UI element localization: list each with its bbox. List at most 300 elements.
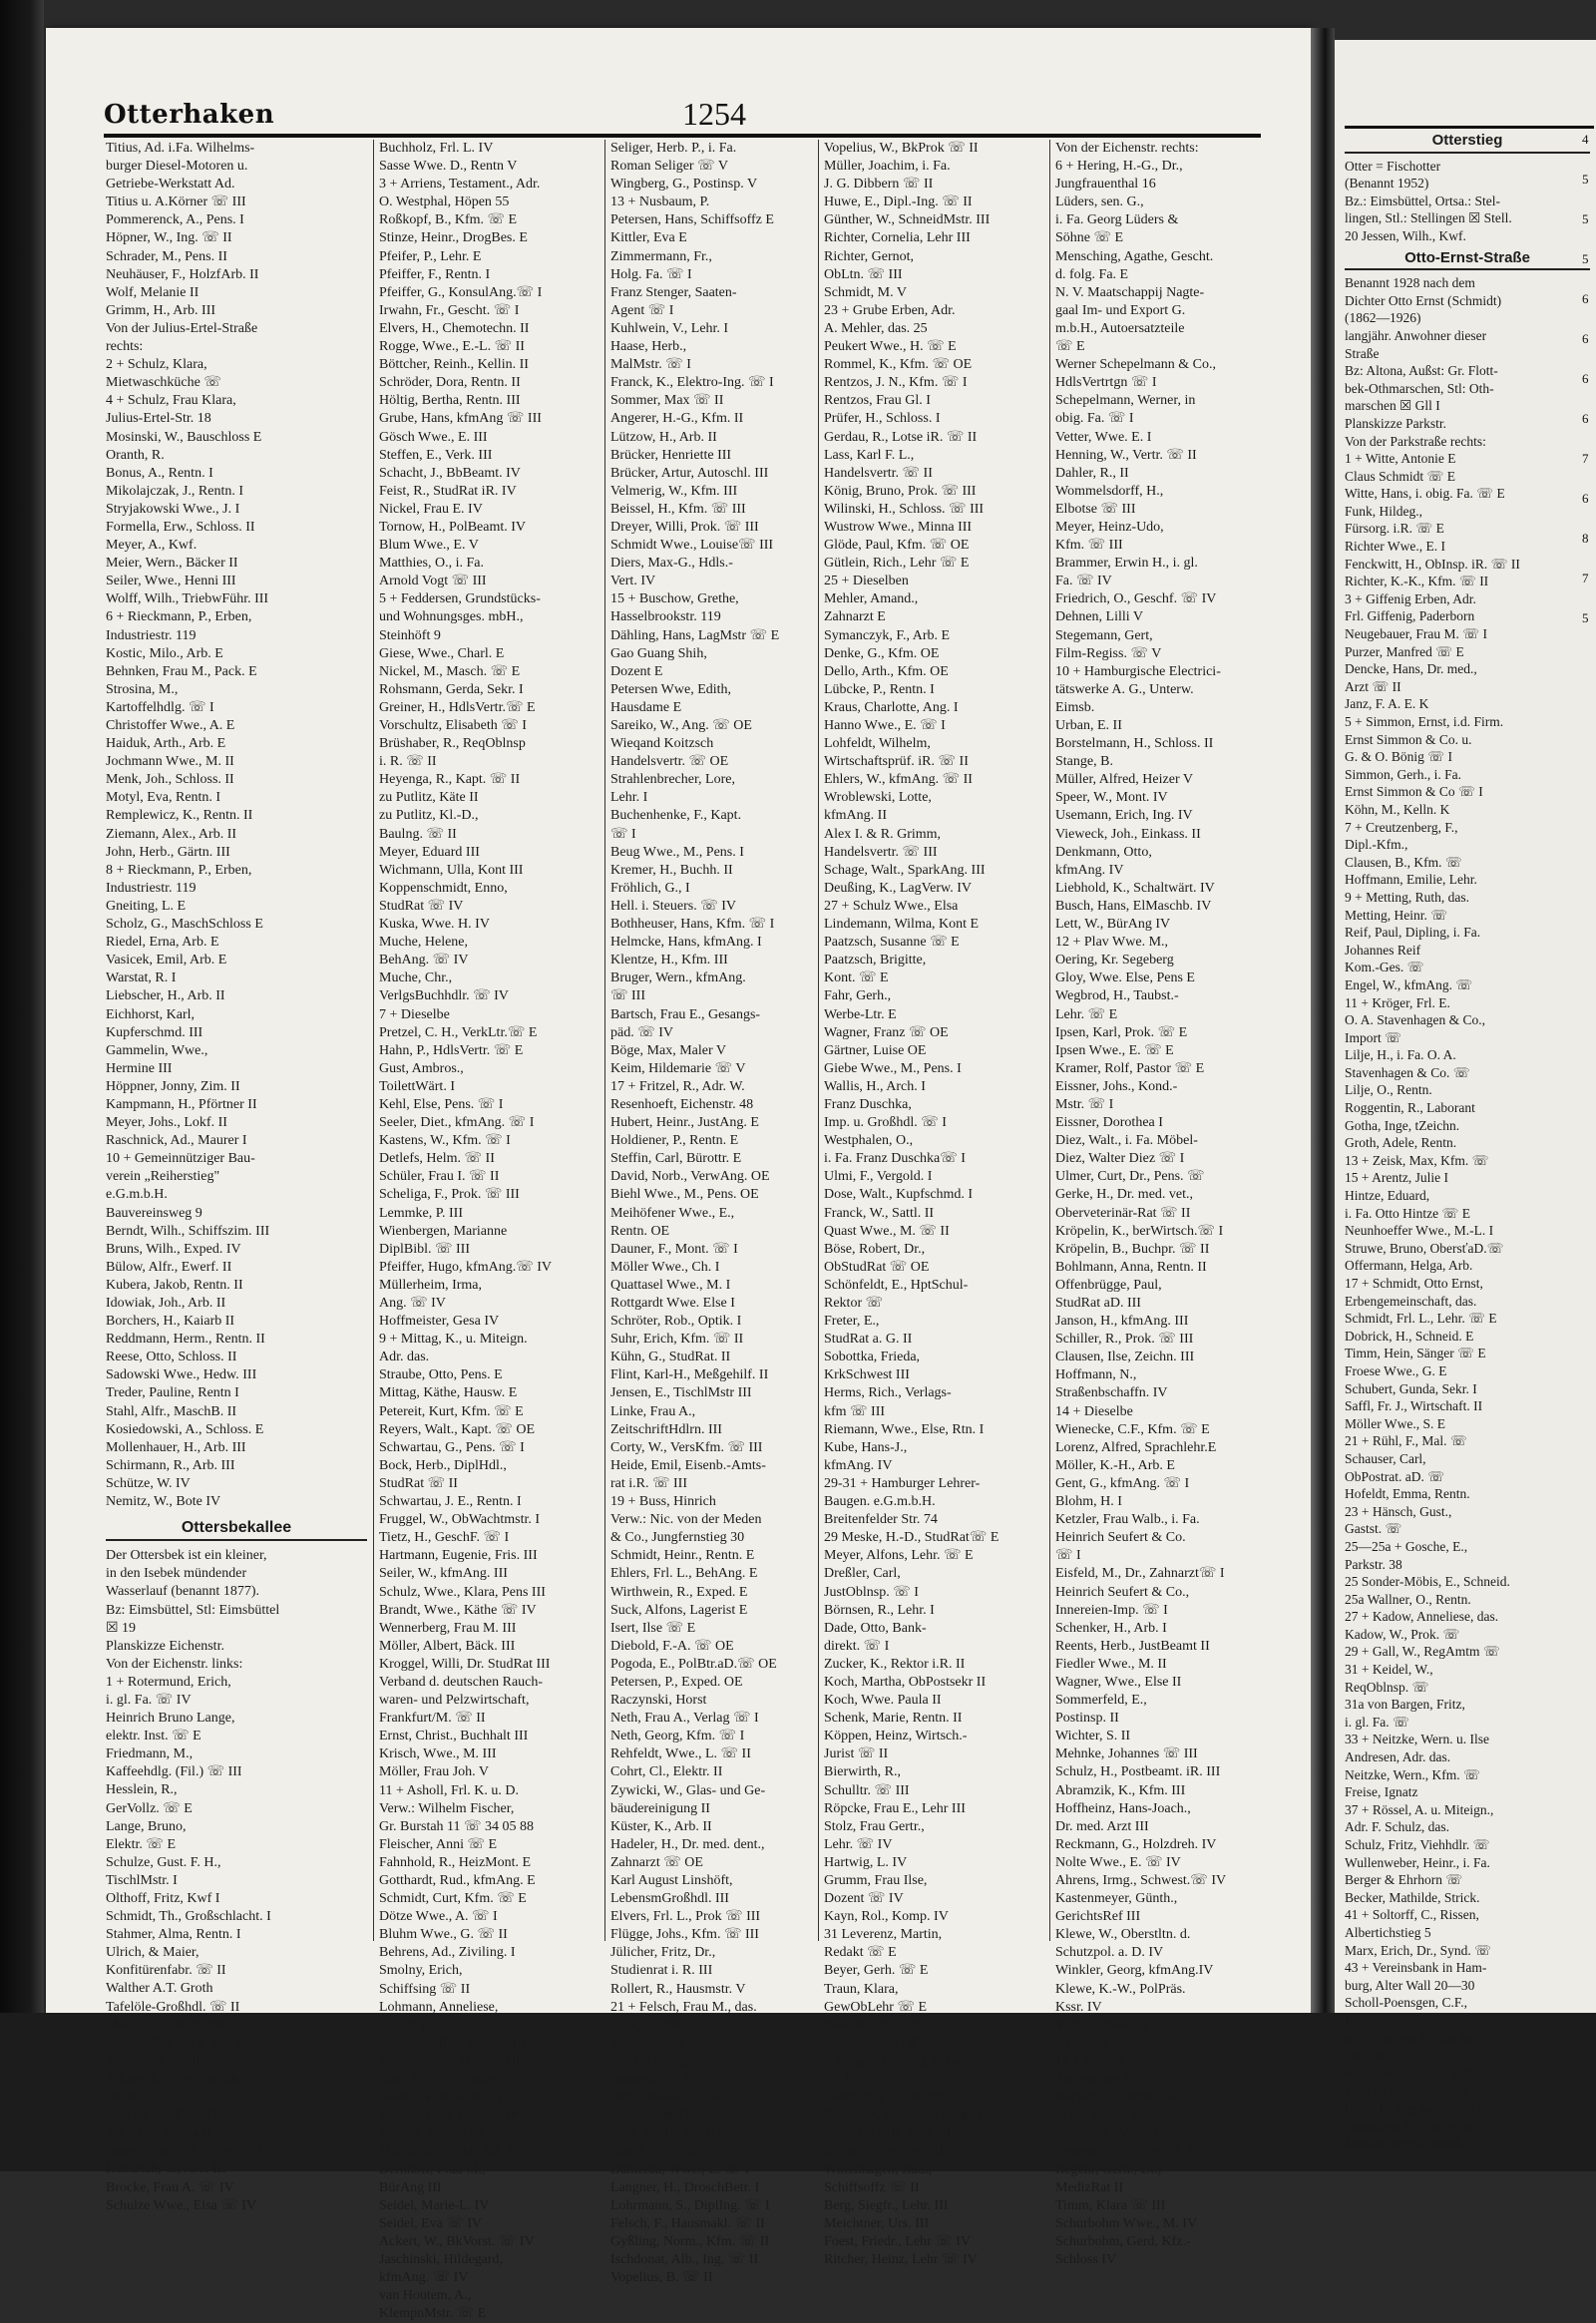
directory-entry-line: Franck, K., Elektro-Ing. ☏ I <box>610 375 774 391</box>
directory-entry-line: Schloss IV <box>1055 2251 1117 2267</box>
directory-entry-line: Wichter, S. II <box>1055 1729 1131 1744</box>
directory-entry-line: Mietwaschküche ☏ <box>106 375 221 391</box>
directory-entry-line: Müller, Joachim, i. Fa. <box>824 159 951 175</box>
directory-entry-line: Dähling, Hans, LagMstr ☏ E <box>610 627 780 643</box>
directory-entry-line: Kfm. ☏ III <box>1055 538 1123 554</box>
directory-entry-line: Kayn, Rol., Komp. IV <box>824 1909 949 1925</box>
directory-entry-line: Remplewicz, K., Rentn. II <box>106 808 253 824</box>
directory-entry-line: Mikolajczak, J., Rentn. I <box>106 483 244 499</box>
column-divider <box>373 140 374 1941</box>
directory-entry-line: Kartoffelhdlg. ☏ I <box>106 699 214 715</box>
directory-entry-line: Roman Seliger ☏ V <box>610 159 728 175</box>
directory-entry-line: Titius, Ad. i.Fa. Wilhelms- <box>106 141 255 156</box>
directory-entry-line: Oberveterinär-Rat ☏ II <box>1055 1205 1191 1221</box>
directory-entry-line: Höltig, Bertha, Rentn. III <box>379 393 521 409</box>
directory-entry-line: Paatzsch, Brigitte, <box>824 953 927 968</box>
directory-entry-line: Bülow, Alfr., Ewerf. II <box>106 1259 232 1275</box>
directory-entry-line: 11 + Asholl, Frl. K. u. D. <box>379 1782 519 1798</box>
directory-entry-line: Strahlenbrecher, Lore, <box>610 772 735 788</box>
directory-entry-line: Imp. u. Großhdl. ☏ I <box>824 1115 947 1131</box>
directory-entry-line: Dötze Wwe., A. ☏ I <box>379 1909 498 1925</box>
directory-entry-line: Schulz, H., Postbeamt. iR. III <box>1055 1764 1221 1780</box>
directory-entry-line: Riemann, Wwe., Else, Rtn. I <box>824 1421 985 1437</box>
directory-entry-line: Dozent E <box>610 663 663 679</box>
directory-entry-line: Karl August Linshöft, <box>610 1873 733 1888</box>
directory-entry-line: Fahr, Gerh., <box>824 988 892 1004</box>
directory-entry-line: Freise, Ignatz <box>1345 1784 1418 1800</box>
directory-entry-line: Brüshaber, R., ReqOblnsp <box>379 736 526 752</box>
directory-entry-line: rechts: <box>106 339 144 355</box>
directory-entry-line: StudRat ☏ II <box>379 1475 458 1491</box>
directory-entry-line: Bruns, Wilh., Exped. IV <box>106 1241 241 1257</box>
directory-entry-line: Fruggel, W., ObWachtmstr. I <box>379 1512 541 1528</box>
directory-entry-line: StudRat a. G. II <box>824 1332 913 1348</box>
directory-entry-line: Clausen, Ilse, Zeichn. III <box>1055 1350 1195 1365</box>
directory-entry-line: Roggentin, R., Laborant <box>1345 1100 1475 1116</box>
directory-entry-line: Gastst. ☏ <box>1345 1521 1402 1537</box>
directory-entry-line: Dichter Otto Ernst (Schmidt) <box>1345 292 1502 308</box>
directory-entry-line: in den Isebek mündender <box>106 1566 247 1582</box>
directory-entry-line: Velmerig, W., Kfm. III <box>610 483 738 499</box>
directory-entry-line: Börnsen, R., Lehr. I <box>824 1602 935 1618</box>
directory-entry-line: Resenhoeft, Eichenstr. 48 <box>610 1096 754 1112</box>
directory-entry-line: Petereit, Kurt, Kfm. ☏ E <box>379 1403 524 1419</box>
directory-entry-line: ☒ 19 <box>106 1620 137 1636</box>
directory-entry-line: ReqOblnsp. ☏ <box>1345 1679 1429 1695</box>
directory-entry-line: Wirtschaftsprüf. iR. ☏ II <box>824 754 969 770</box>
directory-entry-line: Höpner, W., Ing. ☏ II <box>106 230 232 246</box>
directory-entry-line: Ritcher, Heinz, Lehr ☏ IV <box>824 2251 978 2267</box>
directory-entry-line: Schröter, Rob., Optik. I <box>610 1314 742 1330</box>
directory-entry-line: Lilje, O., Rentn. <box>1345 1082 1432 1098</box>
directory-entry-line: Rohsmann, Gerda, Sekr. I <box>379 681 524 697</box>
directory-entry-line: Rehfeldt, Wwe., L. ☏ II <box>610 1746 751 1762</box>
directory-entry-line: 5 + Simmon, Ernst, i.d. Firm. <box>1345 714 1504 729</box>
directory-entry-line: Suck, Alfons, Lagerist E <box>610 1602 748 1618</box>
directory-entry-line: Gneiting, L. E <box>106 898 187 914</box>
directory-entry-line: 37 + Rössel, A. u. Miteign., <box>1345 1801 1494 1817</box>
directory-entry-line: Schmidt, Frl. L., Lehr. ☏ E <box>1345 1311 1497 1327</box>
directory-entry-line: Sommerfeld, E., <box>1055 1693 1147 1709</box>
directory-entry-line: Isert, Ilse ☏ E <box>610 1620 696 1636</box>
directory-entry-line: Gyßling, Norm., Kfm. ☏ II <box>610 2233 770 2249</box>
directory-entry-line: Bauvereinsweg 9 <box>106 1205 202 1221</box>
directory-entry-line: Strosina, M., <box>106 681 179 697</box>
directory-entry-line: Kroggel, Willi, Dr. StudRat III <box>379 1656 551 1672</box>
directory-entry-line: 7 + Dieselbe <box>379 1006 450 1022</box>
directory-entry-line: Neunhoeffer Wwe., M.-L. I <box>1345 1223 1494 1239</box>
directory-entry-line: Vieweck, Joh., Einkass. II <box>1055 826 1201 842</box>
directory-entry-line: Atheldt, H., Kfm. III <box>106 2108 222 2124</box>
directory-entry-line: Meihöfener Wwe., E., <box>610 1205 735 1221</box>
directory-entry-line: Zucker, K., Rektor i.R. II <box>824 1656 966 1672</box>
directory-entry-line: Kssr. IV <box>1055 1999 1102 2015</box>
directory-entry-line: waren- und Pelzwirtschaft, <box>379 1693 530 1709</box>
directory-entry-line: Müller, Alfred, Heizer V <box>1055 772 1193 788</box>
directory-entry-line: Voss, M.-H., Pens. OE <box>610 2126 737 2141</box>
directory-entry-line: Stryjakowski Wwe., J. I <box>106 501 240 517</box>
directory-entry-line: Gösch Wwe., E. III <box>379 429 488 445</box>
directory-entry-line: Brandt, Wwe., Käthe ☏ IV <box>379 1602 537 1618</box>
directory-entry-line: Tscheuschner, H., <box>1055 2017 1155 2033</box>
directory-entry-line: Reddmann, Herm., Rentn. II <box>106 1332 265 1348</box>
directory-entry-line: Lübcke, P., Rentn. I <box>824 681 935 697</box>
directory-entry-line: Schulltr. ☏ III <box>824 1782 910 1798</box>
directory-entry-line: Lehr. ☏ IV <box>824 1836 893 1852</box>
directory-entry-line: Rollert, R., Hausmstr. V <box>610 1981 746 1997</box>
directory-entry-line: Buchholz, Frl. L. IV <box>379 141 494 156</box>
directory-entry-line: Foest, Friedr., Lehr ☏ IV <box>824 2233 971 2249</box>
directory-entry-line: Diebold, F.-A. ☏ OE <box>610 1638 734 1654</box>
directory-entry-line: Hoffheinz, Hans-Joach., <box>1055 1800 1191 1816</box>
directory-entry-line: Elbotse ☏ III <box>1055 501 1136 517</box>
directory-entry-line: Freter, E., <box>824 1314 880 1330</box>
directory-entry-line: Hoffmann, N., <box>1055 1367 1137 1383</box>
directory-entry-line: Zywicki, W., Glas- und Ge- <box>610 1782 766 1798</box>
directory-entry-line: Klewe, W., Oberstltn. d. <box>1055 1927 1191 1943</box>
directory-entry-line: 33 + Neitzke, Wern. u. Ilse <box>1345 1732 1489 1747</box>
edge-digit: 6 <box>1582 491 1589 506</box>
directory-entry-line: Hubert, Heinr., JustAng. E <box>610 1115 759 1131</box>
directory-entry-line: Benannt 1928 nach dem <box>1345 275 1475 291</box>
directory-entry-line: Kadow, W., Prok. ☏ <box>1345 1626 1460 1642</box>
directory-entry-line: Raschnick, Ad., Maurer I <box>106 1133 247 1149</box>
directory-entry-line: Schiffsoffz. E <box>610 2035 688 2051</box>
directory-entry-line: päd. ☏ IV <box>610 1024 673 1040</box>
directory-entry-line: ☏ III <box>106 2090 141 2106</box>
directory-entry-line: 9 + Metting, Ruth, das. <box>1345 889 1469 905</box>
directory-entry-line: Lehr. ☏ E <box>1055 1006 1118 1022</box>
directory-entry-line: Petersen, Hans, Schiffsoffz E <box>610 212 774 228</box>
directory-entry-line: Dobrick, H., Schneid. E <box>1345 1328 1474 1344</box>
directory-entry-line: Andresen, Adr. das. <box>1345 1749 1451 1765</box>
directory-entry-line: Klentze, H., Kfm. III <box>610 953 728 968</box>
directory-entry-line: Schmidt, Curt, Kfm. ☏ E <box>379 1891 527 1907</box>
directory-entry-line: Julius-Ertel-Str. 18 <box>106 411 211 427</box>
directory-entry-line: Eduard König, <box>610 2053 693 2069</box>
directory-entry-line: Raczynski, Horst <box>610 1693 707 1709</box>
directory-entry-line: Oering, Kr. Segeberg <box>1055 953 1174 968</box>
directory-entry-line: Mollenhauer, H., Arb. III <box>106 1439 246 1455</box>
directory-entry-line: 29-31 + Hamburger Lehrer- <box>824 1475 981 1491</box>
directory-entry-line: Lüders, sen. G., <box>1055 194 1144 210</box>
directory-entry-line: Berger & Ehrhorn ☏ <box>1345 1872 1463 1888</box>
directory-entry-line: LebensmGroßhdl. III <box>610 1891 729 1907</box>
directory-entry-line: 23 + Hänsch, Gust., <box>1345 1503 1452 1519</box>
directory-entry-line: Kosiedowski, A., Schloss. E <box>106 1421 264 1437</box>
directory-entry-line: Scheer, S., DiplBiblioth. <box>106 2071 243 2087</box>
directory-entry-line: Paatzsch, Susanne ☏ E <box>824 935 960 951</box>
page-header-street: Otterhaken <box>104 100 275 130</box>
directory-entry-line: Elektr. ☏ E <box>106 1836 176 1852</box>
directory-entry-line: Kastens, W., Kfm. ☏ I <box>379 1133 511 1149</box>
directory-entry-line: A.T. Groth ☏ II <box>106 2053 200 2069</box>
directory-entry-line: Biehl Wwe., M., Pens. OE <box>610 1187 759 1203</box>
directory-entry-line: Von der Julius-Ertel-Straße <box>106 320 258 336</box>
directory-entry-line: Brocke, Frau A. ☏ IV <box>106 2179 234 2195</box>
directory-entry-line: Wullenweber, Heinr., i. Fa. <box>1345 1854 1490 1870</box>
directory-entry-line: kfmAng. II <box>824 808 887 824</box>
directory-entry-line: Klempau, Gertrud, Lehr. <box>824 2053 963 2069</box>
directory-entry-line: Richter, Gernot, <box>824 248 915 264</box>
directory-entry-line: 16 + Arriens, J. H., <box>1055 2053 1162 2069</box>
directory-entry-line: 41 + Soltorff, C., Rissen, <box>1345 1907 1479 1923</box>
directory-entry-line: bäudereinigung II <box>610 1800 710 1816</box>
directory-entry-line: GewObLehr ☏ E <box>824 1999 928 2015</box>
directory-entry-line: Grimm, H., Arb. III <box>106 302 216 318</box>
directory-entry-line: ToilettWärt. I <box>379 1078 455 1094</box>
directory-entry-line: Wolff, Wilh., TriebwFühr. III <box>106 591 269 607</box>
directory-entry-line: Hausw. V <box>1055 2035 1110 2051</box>
edge-digit: 6 <box>1582 291 1589 306</box>
directory-entry-line: Johannes Reif <box>1345 942 1421 958</box>
directory-entry-line: Bartsch, Frau E., Gesangs- <box>610 1006 761 1022</box>
directory-entry-line: Scholz, G., MaschSchloss E <box>106 917 263 933</box>
directory-entry-line: Küster, K., Arb. II <box>610 1818 712 1834</box>
directory-entry-line: Kröpelin, K., berWirtsch.☏ I <box>1055 1223 1224 1239</box>
directory-entry-line: Blum Wwe., E. V <box>379 538 479 554</box>
directory-entry-line: Lorenz, Alfred, Sprachlehr.E <box>1055 1439 1217 1455</box>
directory-entry-line: 5 + Feddersen, Grundstücks- <box>379 591 541 607</box>
directory-entry-line: Bruger, Wern., kfmAng. <box>610 970 746 986</box>
directory-entry-line: Eisfeld, M., Dr., Zahnarzt☏ I <box>1055 1566 1225 1582</box>
directory-entry-line: Schutzpol. a. D. IV <box>1055 1945 1164 1961</box>
directory-entry-line: Denke, G., Kfm. OE <box>824 645 940 661</box>
directory-entry-line: Titius u. A.Körner ☏ III <box>106 194 246 210</box>
directory-entry-line: Otter = Fischotter <box>1345 158 1441 174</box>
directory-entry-line: Vasicek, Emil, Arb. E <box>106 953 227 968</box>
directory-entry-line: Froese Wwe., G. E <box>1345 1362 1447 1378</box>
directory-entry-line: Beyer, Gerh. ☏ E <box>824 1963 929 1979</box>
edge-digit: 7 <box>1582 571 1589 585</box>
directory-entry-line: Dr. med. Arzt III <box>1055 1818 1149 1834</box>
book-gutter <box>1311 28 1335 2013</box>
directory-entry-line: Berger, Ernst, Pens II <box>824 2143 945 2159</box>
directory-entry-line: Scheliga, F., Prok. ☏ III <box>379 1187 520 1203</box>
directory-entry-line: StudRat ☏ IV <box>379 898 464 914</box>
directory-entry-line: Purzer, Manfred ☏ E <box>1345 643 1464 659</box>
directory-entry-line: Meichtner, Urs. III <box>824 2215 930 2231</box>
directory-entry-line: Seliger, Herb. P., i. Fa. <box>610 141 737 156</box>
directory-entry-line: Wilinski, H., Schloss. ☏ III <box>824 501 985 517</box>
directory-entry-line: Grumm, Frau Ilse, <box>824 1873 928 1888</box>
directory-entry-line: Schulz, Wwe., Klara, Pens III <box>379 1584 546 1600</box>
directory-entry-line: Rektor ☏ <box>824 1296 884 1311</box>
directory-entry-line: Klimmek, U., Befracht ☏ I <box>824 2108 982 2124</box>
directory-entry-line: Bz: Altona, Außst: Gr. Flott- <box>1345 363 1498 379</box>
directory-entry-line: Muche, Chr., <box>379 970 453 986</box>
directory-entry-line: Radde, Rich., Maschb III <box>379 2053 521 2069</box>
directory-entry-line: Diez, Walter Diez ☏ I <box>1055 1151 1185 1167</box>
directory-entry-line: Kraus, Charlotte, Ang. I <box>824 699 959 715</box>
directory-entry-line: Brücker, Henriette III <box>610 447 732 463</box>
edge-digit: 6 <box>1582 371 1589 386</box>
directory-entry-line: GerVollz. ☏ E <box>106 1800 193 1816</box>
directory-entry-line: JustOblnsp. ☏ I <box>824 1584 919 1600</box>
directory-entry-line: Hahn, P., HdlsVertr. ☏ E <box>379 1042 524 1058</box>
directory-entry-line: Seiler, W., kfmAng. III <box>379 1566 508 1582</box>
directory-entry-line: Eissner, Dorothea I <box>1055 1115 1163 1131</box>
directory-entry-line: Richter, Cornelia, Lehr III <box>824 230 971 246</box>
directory-entry-line: Dr., ObFinPräs. aD. <box>1345 2012 1452 2028</box>
directory-entry-line: MalMstr. ☏ I <box>610 357 691 373</box>
directory-entry-line: Meier, Wern., Bäcker II <box>106 556 238 572</box>
directory-entry-line: Schacht, J., BbBeamt. IV <box>379 465 521 481</box>
directory-entry-line: 27 + Schulz Wwe., Elsa <box>824 898 959 914</box>
directory-entry-line: 12 + Plav Wwe. M., <box>1055 935 1169 951</box>
directory-entry-line: Ischdonat, Alb., Ing. ☏ II <box>610 2251 759 2267</box>
directory-entry-line: Möller, Frau Joh. V <box>379 1764 490 1780</box>
directory-entry-line: 1 + Witte, Antonie E <box>1345 451 1456 467</box>
directory-entry-line: Schmidt, M. V <box>824 284 907 300</box>
directory-entry-line: Schenker, H., Arb. I <box>1055 1620 1167 1636</box>
directory-entry-line: Elvers, H., Chemotechn. II <box>379 320 530 336</box>
directory-entry-line: Hintze, Eduard, <box>1345 1188 1430 1204</box>
directory-entry-line: verein „Reiherstieg" <box>106 1169 220 1185</box>
directory-entry-line: Zahnarzt ☏ OE <box>610 1854 703 1870</box>
directory-entry-line: 45 + Finnern, R., Dr. Ing. <box>1345 2030 1482 2046</box>
directory-entry-line: Baumstr. ☏ E <box>610 2072 694 2088</box>
directory-entry-line: Müllerheim, Irma, <box>379 1277 483 1293</box>
directory-entry-line: i. Fa. Georg Lüders & <box>1055 212 1179 228</box>
directory-column-2 <box>379 140 600 2323</box>
directory-entry-line: 47 + Reeh Frau E., und <box>1345 2065 1470 2081</box>
directory-entry-line: Detlefs, Helm. ☏ II <box>379 1151 495 1167</box>
directory-entry-line: Hermine III <box>106 1060 173 1076</box>
directory-entry-line: Kupferschmd. III <box>106 1024 203 1040</box>
directory-entry-line: Ahrens, Irmg., Schwest.☏ IV <box>1055 1873 1227 1888</box>
directory-entry-line: Jahnke, Helga, Buchh. <box>1345 2135 1466 2151</box>
directory-entry-line: Fenckwitt, H., ObInsp. iR. ☏ II <box>1345 556 1520 572</box>
directory-entry-line: Fiedler Wwe., M. II <box>1055 1656 1167 1672</box>
directory-entry-line: Sareiko, W., Ang. ☏ OE <box>610 718 752 733</box>
directory-entry-line: Dello, Arth., Kfm. OE <box>824 663 949 679</box>
directory-entry-line: Dreyer, Willi, Prok. ☏ III <box>610 519 759 535</box>
directory-entry-line: Koch, Wwe. Paula II <box>824 1693 942 1709</box>
directory-entry-line: Wichmann, Ulla, Kont III <box>379 862 524 878</box>
directory-entry-line: Felsch, F., Hausmakl. ☏ II <box>610 2215 765 2231</box>
directory-entry-line: d. folg. Fa. E <box>1055 266 1129 282</box>
directory-entry-line: Claus Schmidt ☏ E <box>1345 468 1456 484</box>
directory-entry-line: Schepelmann, Werner, in <box>1055 393 1196 409</box>
directory-entry-line: Stahl, Alfr., MaschB. II <box>106 1403 237 1419</box>
directory-entry-line: Böse, Robert, Dr., <box>824 1241 926 1257</box>
directory-entry-line: 14 + Dieselbe <box>1055 1403 1133 1419</box>
directory-entry-line: Mensching, Agathe, Gescht. <box>1055 248 1214 264</box>
directory-entry-line: Damerau, Wwe., L. ☏ I <box>610 2161 750 2177</box>
directory-entry-line: Industriestr. 119 <box>106 880 197 896</box>
directory-entry-line: Berg, Siegfr., Lehr. III <box>824 2197 949 2213</box>
directory-entry-line: Timm, Klara ☏ III <box>1055 2197 1166 2213</box>
directory-entry-line: 13 + Nusbaum, P. <box>610 194 710 210</box>
directory-entry-line: Heinrich Seufert & Co. <box>1055 1530 1186 1546</box>
directory-entry-line: Lass, Karl F. L., <box>824 447 915 463</box>
directory-entry-line: Wingberg, G., Postinsp. V <box>610 177 758 193</box>
directory-entry-line: Straßenbschaffn. IV <box>1055 1385 1168 1401</box>
directory-entry-line: Kuska, Wwe. H. IV <box>379 917 490 933</box>
directory-entry-line: Mulzer, Ernst, i.Fa. <box>379 2126 488 2141</box>
directory-entry-line: Klewe, K.-W., PolPräs. <box>1055 1981 1186 1997</box>
directory-entry-line: Mehler, Amand., <box>824 591 919 607</box>
directory-entry-line: Pfeiffer, G., KonsulAng.☏ I <box>379 284 543 300</box>
directory-entry-line: Feist, R., StudRat iR. IV <box>379 483 517 499</box>
directory-entry-line: Jensen, E., TischlMstr III <box>610 1385 752 1401</box>
directory-entry-line: Jülicher, Fritz, Dr., <box>610 1945 716 1961</box>
directory-entry-line: Straße <box>1345 345 1380 361</box>
directory-entry-line: Ernst Simmon & Co ☏ I <box>1345 784 1483 800</box>
directory-entry-line: Kube, Hans-J., <box>824 1439 908 1455</box>
directory-entry-line: 21 + Rühl, F., Mal. ☏ <box>1345 1433 1467 1449</box>
directory-entry-line: van Houtem, A., <box>379 2288 472 2304</box>
directory-entry-line: Lemmke, P. III <box>379 1205 463 1221</box>
directory-entry-line: Flügge, Johs., Kfm. ☏ III <box>610 1927 759 1943</box>
directory-entry-line: Neth, Georg, Kfm. ☏ I <box>610 1729 745 1744</box>
directory-entry-line: Ernst, Christ., Buchhalt III <box>379 1729 529 1744</box>
directory-entry-line: Möller, Albert, Bäck. III <box>379 1638 516 1654</box>
directory-entry-line: (Benannt 1952) <box>1345 176 1429 192</box>
directory-entry-line: Adr. das. <box>379 1350 430 1365</box>
directory-entry-line: Matthies, O., i. Fa. <box>379 556 484 572</box>
directory-entry-line: Roßkopf, B., Kfm. ☏ E <box>379 212 518 228</box>
directory-column-1 <box>106 140 367 2215</box>
directory-entry-line: Studienrat i. R. III <box>610 1963 713 1979</box>
directory-entry-line: 10 + Gemeinnütziger Bau- <box>106 1151 255 1167</box>
directory-entry-line: Dauner, F., Mont. ☏ I <box>610 1241 738 1257</box>
directory-entry-line: Lilje, H., i. Fa. O. A. <box>1345 1047 1456 1063</box>
directory-entry-line: Schmidt, Heinr., Rentn. E <box>610 1548 755 1564</box>
directory-entry-line: Nemitz, W., Bote IV <box>106 1494 221 1510</box>
directory-entry-line: zu Putlitz, Käte II <box>379 790 479 806</box>
directory-entry-line: Giebe Wwe., M., Pens. I <box>824 1060 962 1076</box>
directory-entry-line: 6 + Rieckmann, P., Erben, <box>106 609 252 625</box>
directory-entry-line: 21 + Felsch, Frau M., das. <box>610 1999 757 2015</box>
directory-entry-line: Planskizze Eichenstr. <box>106 1638 224 1654</box>
directory-entry-line: Petersen Wwe, Edith, <box>610 681 732 697</box>
directory-entry-line: Werbe-Ltr. E <box>824 1006 897 1022</box>
directory-entry-line: und Wohnungsges. mbH., <box>379 609 524 625</box>
directory-entry-line: 4 + Schulz, Frau Klara, <box>106 393 236 409</box>
directory-entry-line: Schönfeldt, E., HptSchul- <box>824 1277 969 1293</box>
directory-entry-line: Krisch, Wwe., M. III <box>379 1746 497 1762</box>
directory-entry-line: Symanczyk, F., Arb. E <box>824 627 951 643</box>
directory-entry-line: Bothheuser, Hans, Kfm. ☏ I <box>610 917 775 933</box>
directory-entry-line: Bz: Eimsbüttel, Stl: Eimsbüttel <box>106 1602 280 1618</box>
directory-entry-line: Berndt, Wilh., Schiffszim. III <box>106 1223 270 1239</box>
directory-entry-line: Heinrich Bruno Lange, <box>106 1711 235 1727</box>
directory-entry-line: (1862—1926) <box>1345 310 1421 326</box>
directory-entry-line: Sommer, Max ☏ II <box>610 393 724 409</box>
directory-entry-line: Stark, Frieda E <box>1055 2108 1140 2124</box>
street-section-heading: Otto-Ernst-Straße <box>1345 249 1590 271</box>
directory-entry-line: Eissner, Johs., Kond.- <box>1055 1078 1178 1094</box>
directory-entry-line: Engel, W., kfmAng. ☏ <box>1345 976 1473 992</box>
directory-entry-line: Am Weiher 31 <box>1055 2072 1137 2088</box>
directory-entry-line: Ipsen Wwe., E. ☏ E <box>1055 1042 1174 1058</box>
directory-entry-line: VerlgsBuchhdlr. ☏ IV <box>379 988 509 1004</box>
directory-entry-line: Mstr. ☏ I <box>1055 1096 1114 1112</box>
directory-entry-line: Petersen, P., Exped. OE <box>610 1674 743 1690</box>
directory-entry-line: Heide, Emil, Eisenb.-Amts- <box>610 1457 766 1473</box>
directory-entry-line: Holdiener, P., Rentn. E <box>610 1133 739 1149</box>
directory-entry-line: Wasserlauf (benannt 1877). <box>106 1584 259 1600</box>
directory-entry-line: burger Diesel-Motoren u. <box>106 159 248 175</box>
directory-entry-line: i. Fa. Franz Duschka☏ I <box>824 1151 966 1167</box>
directory-entry-line: Schirmann, R., Arb. III <box>106 1457 235 1473</box>
directory-entry-line: Usemann, Erich, Ing. IV <box>1055 808 1193 824</box>
directory-entry-line: Huwe, E., Dipl.-Ing. ☏ II <box>824 194 973 210</box>
directory-entry-line: 3 + Giffenig Erben, Adr. <box>1345 590 1476 606</box>
directory-entry-line: Der Ottersbek ist ein kleiner, <box>106 1548 267 1564</box>
